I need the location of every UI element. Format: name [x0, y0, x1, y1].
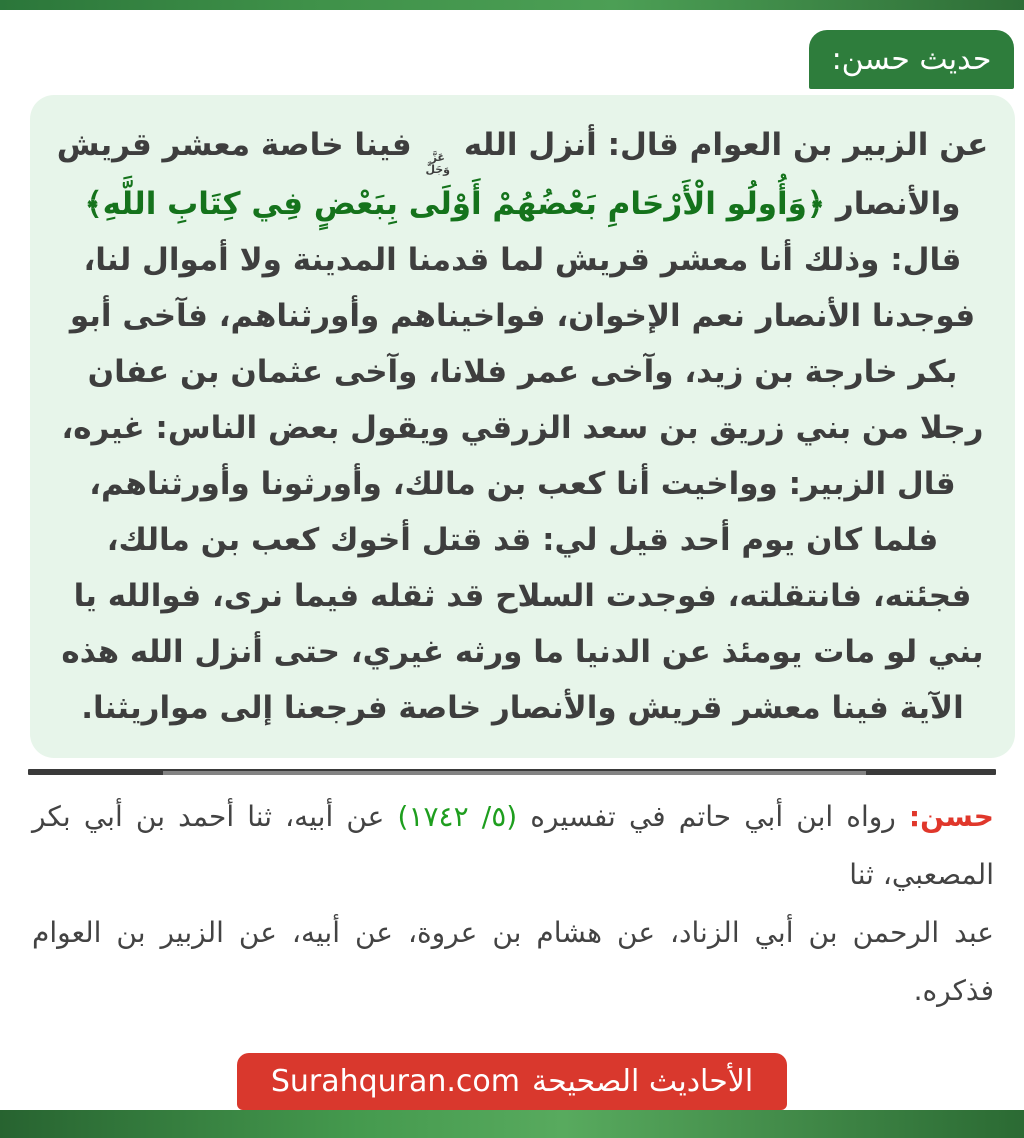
hadith-text	[56, 117, 989, 736]
grade-label: حسن:	[908, 800, 994, 833]
bottom-decorative-bar	[0, 1110, 1024, 1138]
grading-paragraph-1	[32, 788, 994, 904]
site-watermark-domain: Surahquran.com	[270, 1064, 520, 1099]
hadith-grade-badge-label: حديث حسن:	[831, 42, 992, 77]
section-divider-highlight	[163, 771, 866, 775]
grading-section	[32, 788, 994, 1020]
honorific-bottom: وَجَلَّ	[425, 163, 451, 176]
source-reference: (٥/ ١٧٤٢)	[397, 800, 518, 833]
top-decorative-bar	[0, 0, 1024, 10]
hadith-narration-part3: قال: وذلك أنا معشر قريش لما قدمنا المدينة ولا أموال لنا، فوجدنا الأنصار نعم الإخوان، فواخيناهم وأورثناهم، فآخى أبو بكر خارجة بن زيد، وآخى عمر فلانا، وآخى عثمان بن عفان رجلا من بني زريق بن سعد الزرقي ويقول بعض الناس: غيره، قال الزبير: وواخيت أنا كعب بن مالك، وأورثونا وأورثناهم، فلما كان يوم أحد قيل لي: قد قتل أخوك كعب بن مالك، فجئته، فانتقلته، فوجدت السلاح قد ثقله فيما نرى، فوالله يا بني لو مات يومئذ عن الدنيا ما ورثه غيري، حتى أنزل الله هذه الآية فينا معشر قريش والأنصار خاصة فرجعنا إلى مواريثنا.	[61, 242, 984, 726]
site-watermark-badge	[237, 1053, 787, 1110]
hadith-text-box	[30, 95, 1015, 758]
grading-paragraph-2: عبد الرحمن بن أبي الزناد، عن هشام بن عروة، عن أبيه، عن الزبير بن العوام فذكره.	[32, 916, 994, 1007]
grading-text-before-ref: رواه ابن أبي حاتم في تفسيره	[517, 800, 909, 833]
hadith-narration-part2: فينا خاصة معشر قريش والأنصار	[56, 127, 961, 222]
site-watermark-label: الأحاديث الصحيحة	[532, 1064, 754, 1099]
section-divider	[28, 769, 996, 775]
grading-text-after-ref: عن أبيه، ثنا أحمد بن أبي بكر المصعبي، ثنا	[32, 800, 994, 891]
honorific-top: عَزَّ	[430, 151, 445, 164]
quran-verse: ﴿وَأُولُو الْأَرْحَامِ بَعْضُهُمْ أَوْلَى بِبَعْضٍ فِي كِتَابِ اللَّهِ﴾	[84, 186, 826, 222]
azza-wa-jall-honorific	[425, 152, 450, 176]
hadith-grade-badge	[809, 30, 1014, 89]
hadith-narration-part1: عن الزبير بن العوام قال: أنزل الله	[453, 127, 989, 163]
